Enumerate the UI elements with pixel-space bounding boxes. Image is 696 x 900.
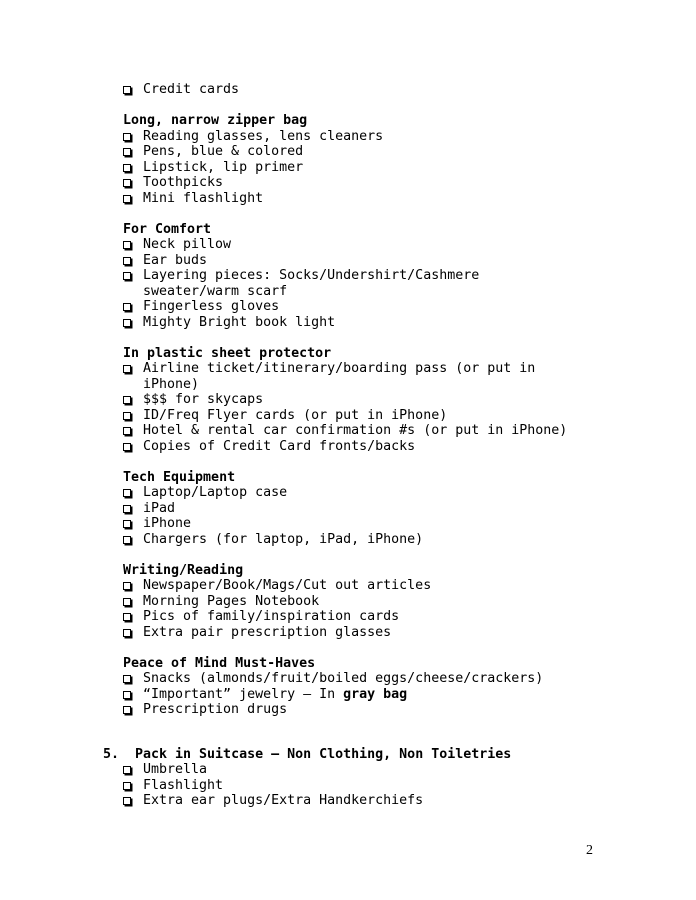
checkbox-icon: [123, 412, 131, 420]
checklist: [103, 82, 683, 809]
section-heading-peace-of-mind: Peace of Mind Must-Haves: [123, 655, 316, 671]
list-item: Lipstick, lip primer: [123, 160, 683, 176]
checkbox-icon: [123, 319, 131, 327]
checkbox-icon: [123, 598, 131, 606]
list-item: Chargers (for laptop, iPad, iPhone): [123, 532, 683, 548]
list-item: Snacks (almonds/fruit/boiled eggs/cheese/crackers): [123, 671, 683, 687]
checkbox-icon: [123, 179, 131, 187]
list-item: Morning Pages Notebook: [123, 594, 683, 610]
checkbox-icon: [123, 164, 131, 172]
checkbox-icon: [123, 396, 131, 404]
list-item: ID/Freq Flyer cards (or put in iPhone): [123, 408, 683, 424]
list-item: Extra pair prescription glasses: [123, 625, 683, 641]
checkbox-icon: [123, 613, 131, 621]
list-item: $$$ for skycaps: [123, 392, 683, 408]
checkbox-icon: [123, 427, 131, 435]
checkbox-icon: [123, 782, 131, 790]
list-item: iPad: [123, 501, 683, 517]
list-item: Newspaper/Book/Mags/Cut out articles: [123, 578, 683, 594]
section-heading-writing: Writing/Reading: [123, 562, 244, 578]
list-item: “Important” jewelry – In gray bag: [123, 687, 683, 703]
list-item: Flashlight: [123, 778, 683, 794]
section-heading-zipper-bag: Long, narrow zipper bag: [123, 113, 308, 128]
checkbox-icon: [123, 86, 131, 94]
checkbox-icon: [123, 241, 131, 249]
list-item: Mighty Bright book light: [123, 315, 683, 331]
list-item: iPhone: [123, 516, 683, 532]
checkbox-icon: [123, 766, 131, 774]
section-heading-plastic-protector: In plastic sheet protector: [123, 345, 332, 361]
checkbox-icon: [123, 691, 131, 699]
checkbox-icon: [123, 520, 131, 528]
list-item: Layering pieces: Socks/Undershirt/Cashmere sweater/warm scarf: [123, 268, 483, 299]
section-heading-comfort: For Comfort: [123, 221, 212, 237]
checkbox-icon: [123, 706, 131, 714]
list-item: Mini flashlight: [123, 191, 683, 207]
list-item: Ear buds: [123, 253, 683, 269]
checkbox-icon: [123, 133, 131, 141]
checkbox-icon: [123, 443, 131, 451]
section-heading-tech: Tech Equipment: [123, 469, 236, 485]
list-item: Toothpicks: [123, 175, 683, 191]
list-item: Copies of Credit Card fronts/backs: [123, 439, 683, 455]
checkbox-icon: [123, 489, 131, 497]
list-item: Pics of family/inspiration cards: [123, 609, 683, 625]
page-number: 2: [586, 843, 593, 858]
checkbox-icon: [123, 536, 131, 544]
list-item: Airline ticket/itinerary/boarding pass (or put in iPhone): [123, 361, 563, 392]
checkbox-icon: [123, 257, 131, 265]
list-item: Hotel & rental car confirmation #s (or put in iPhone): [123, 423, 683, 439]
list-item: Umbrella: [123, 762, 683, 778]
list-item: Credit cards: [123, 82, 683, 98]
list-item: Laptop/Laptop case: [123, 485, 683, 501]
list-item: Neck pillow: [123, 237, 683, 253]
list-item: Reading glasses, lens cleaners: [123, 129, 683, 145]
checkbox-icon: [123, 303, 131, 311]
checkbox-icon: [123, 272, 131, 280]
list-item: Pens, blue & colored: [123, 144, 683, 160]
checkbox-icon: [123, 505, 131, 513]
checkbox-icon: [123, 365, 131, 373]
checkbox-icon: [123, 675, 131, 683]
list-item: Extra ear plugs/Extra Handkerchiefs: [123, 793, 683, 809]
list-item: Fingerless gloves: [123, 299, 683, 315]
checkbox-icon: [123, 582, 131, 590]
checkbox-icon: [123, 629, 131, 637]
step-heading: 5. Pack in Suitcase – Non Clothing, Non Toiletries: [103, 746, 512, 762]
checkbox-icon: [123, 797, 131, 805]
checkbox-icon: [123, 195, 131, 203]
list-item: Prescription drugs: [123, 702, 683, 718]
checkbox-icon: [123, 148, 131, 156]
